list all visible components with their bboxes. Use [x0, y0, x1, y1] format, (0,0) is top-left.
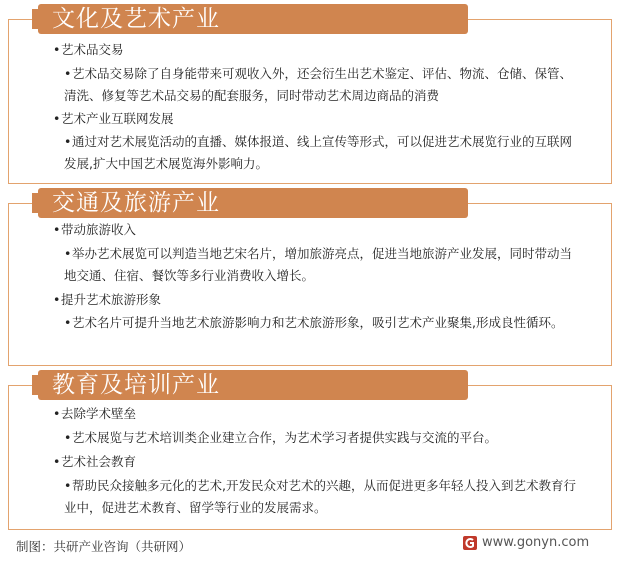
gonyn-logo-icon — [462, 535, 478, 551]
item-detail: •艺术名片可提升当地艺术旅游影响力和艺术旅游形象，吸引艺术产业聚集,形成良性循环。 — [64, 315, 564, 330]
item-detail: •帮助民众接触多元化的艺术,开发民众对艺术的兴趣，从而促进更多年轻人投入到艺术教育行业中，促进艺术教育、留学等行业的发展需求。 — [64, 478, 576, 515]
section-transport-tourism — [8, 188, 612, 364]
section-culture-art — [8, 4, 612, 182]
section-title-tab — [38, 370, 468, 400]
item-detail: •举办艺术展览可以判造当地艺宋名片，增加旅游亮点，促进当地旅游产业发展，同时带动当地交通、住宿、餐饮等多行业消费收入增长。 — [64, 246, 573, 283]
section-title: 交通及旅游产业 — [52, 190, 220, 216]
item-heading: •去除学术壁垒 — [53, 406, 137, 421]
item-detail: •艺术展览与艺术培训类企业建立合作，为艺术学习者提供实践与交流的平台。 — [64, 430, 498, 445]
title-accent — [32, 193, 38, 213]
item-heading: •艺术品交易 — [53, 42, 124, 57]
item-detail: •通过对艺术展览活动的直播、媒体报道、线上宣传等形式，可以促进艺术展览行业的互联网发展,扩大中国艺术展览海外影响力。 — [64, 134, 573, 171]
item-heading: •提升艺术旅游形象 — [53, 292, 162, 307]
item-detail: •艺术品交易除了自身能带来可观收入外，还会衍生出艺术鉴定、评估、物流、仓储、保管、清洗、修复等艺术品交易的配套服务，同时带动艺术周边商品的消费 — [64, 66, 573, 103]
section-title-tab — [38, 188, 468, 218]
footer-site[interactable]: www.gonyn.com — [482, 535, 590, 550]
item-heading: •艺术社会教育 — [53, 454, 137, 469]
section-title: 教育及培训产业 — [52, 372, 220, 398]
section-title: 文化及艺术产业 — [52, 6, 220, 32]
item-heading: •带动旅游收入 — [53, 222, 137, 237]
title-accent — [32, 9, 38, 29]
title-accent — [32, 375, 38, 395]
footer-source: 制图：共研产业咨询（共研网） — [16, 539, 192, 554]
item-heading: •艺术产业互联网发展 — [53, 111, 174, 126]
section-education-training — [8, 370, 612, 528]
section-title-tab — [38, 4, 468, 34]
